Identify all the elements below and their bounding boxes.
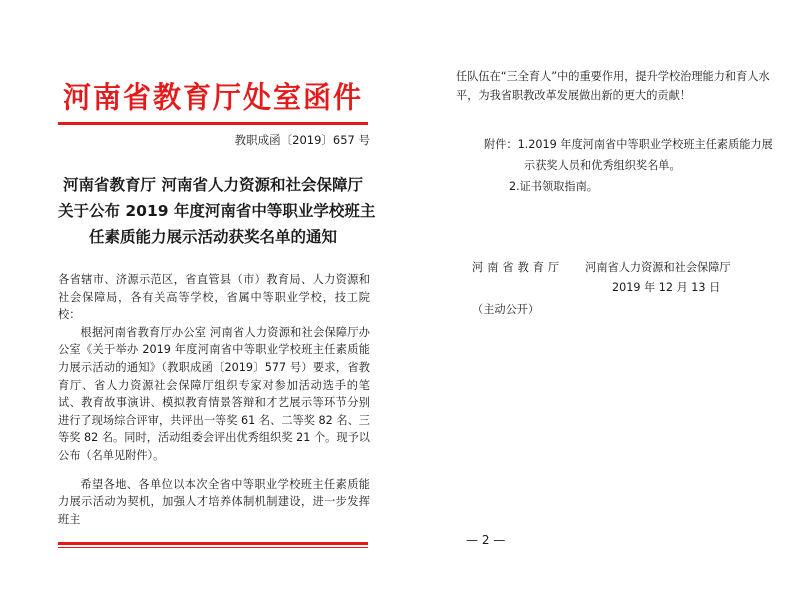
signatories bbox=[472, 260, 772, 276]
recipients: 各省辖市、济源示范区，省直管县（市）教育局、人力资源和社会保障局，各有关高等学校，省属中等职业学校，技工院校： bbox=[58, 273, 370, 322]
continuation-text bbox=[456, 68, 776, 105]
notice-body bbox=[58, 271, 370, 528]
publicity-note: （主动公开） bbox=[472, 303, 540, 316]
signatory-hr-dept: 河南省人力资源和社会保障厅 bbox=[585, 261, 731, 274]
masthead-title: 河南省教育厅处室函件 bbox=[62, 80, 363, 115]
attachment-line-1: 附件：1.2019 年度河南省中等职业学校班主任素质能力展 bbox=[484, 138, 773, 151]
attachment-line-2: 示获奖人员和优秀组织奖名单。 bbox=[524, 159, 681, 172]
notice-title bbox=[58, 172, 376, 250]
attachment-line-3: 2.证书领取指南。 bbox=[509, 180, 598, 193]
document-number: 教职成函〔2019〕657 号 bbox=[234, 133, 370, 147]
signatory-education-dept: 河南省教育厅 bbox=[472, 261, 564, 274]
title-line-1: 河南省教育厅 河南省人力资源和社会保障厅 bbox=[63, 176, 363, 194]
attachments bbox=[484, 134, 774, 197]
footer-red-rule-thin bbox=[58, 547, 368, 548]
title-line-2: 关于公布 2019 年度河南省中等职业学校班主 bbox=[58, 202, 376, 220]
issue-date: 2019 年 12 月 13 日 bbox=[612, 281, 721, 294]
masthead-red-rule bbox=[58, 122, 368, 125]
title-line-3: 任素质能力展示活动获奖名单的通知 bbox=[88, 228, 337, 246]
paragraph-1: 根据河南省教育厅办公室 河南省人力资源和社会保障厅办公室《关于举办 2019 年度河南省中等职业学校班主任素质能力展示活动的通知》（教职成函〔2019〕577 号）要求，省教育厅、省人力资源社会保障厅组织专家对参加活动选手的笔试、教育故事演讲、模拟教育情景答辩和才艺展示等环节分别进行了现场综合评审，共评出一等奖 61 名、二等奖 82 名、三等奖 82 名。同时，活动组委会评出优秀组织奖 21 个。现予以公布（名单见附件）。 bbox=[58, 325, 370, 462]
footer-red-rule bbox=[58, 542, 368, 545]
paragraph-2: 希望各地、各单位以本次全省中等职业学校班主任素质能力展示活动为契机，加强人才培养体制机制建设，进一步发挥班主 bbox=[58, 477, 370, 526]
page-number: — 2 — bbox=[466, 533, 506, 547]
continuation-paragraph: 任队伍在“三全育人”中的重要作用，提升学校治理能力和育人水平，为我省职教改革发展做出新的更大的贡献！ bbox=[456, 70, 770, 102]
